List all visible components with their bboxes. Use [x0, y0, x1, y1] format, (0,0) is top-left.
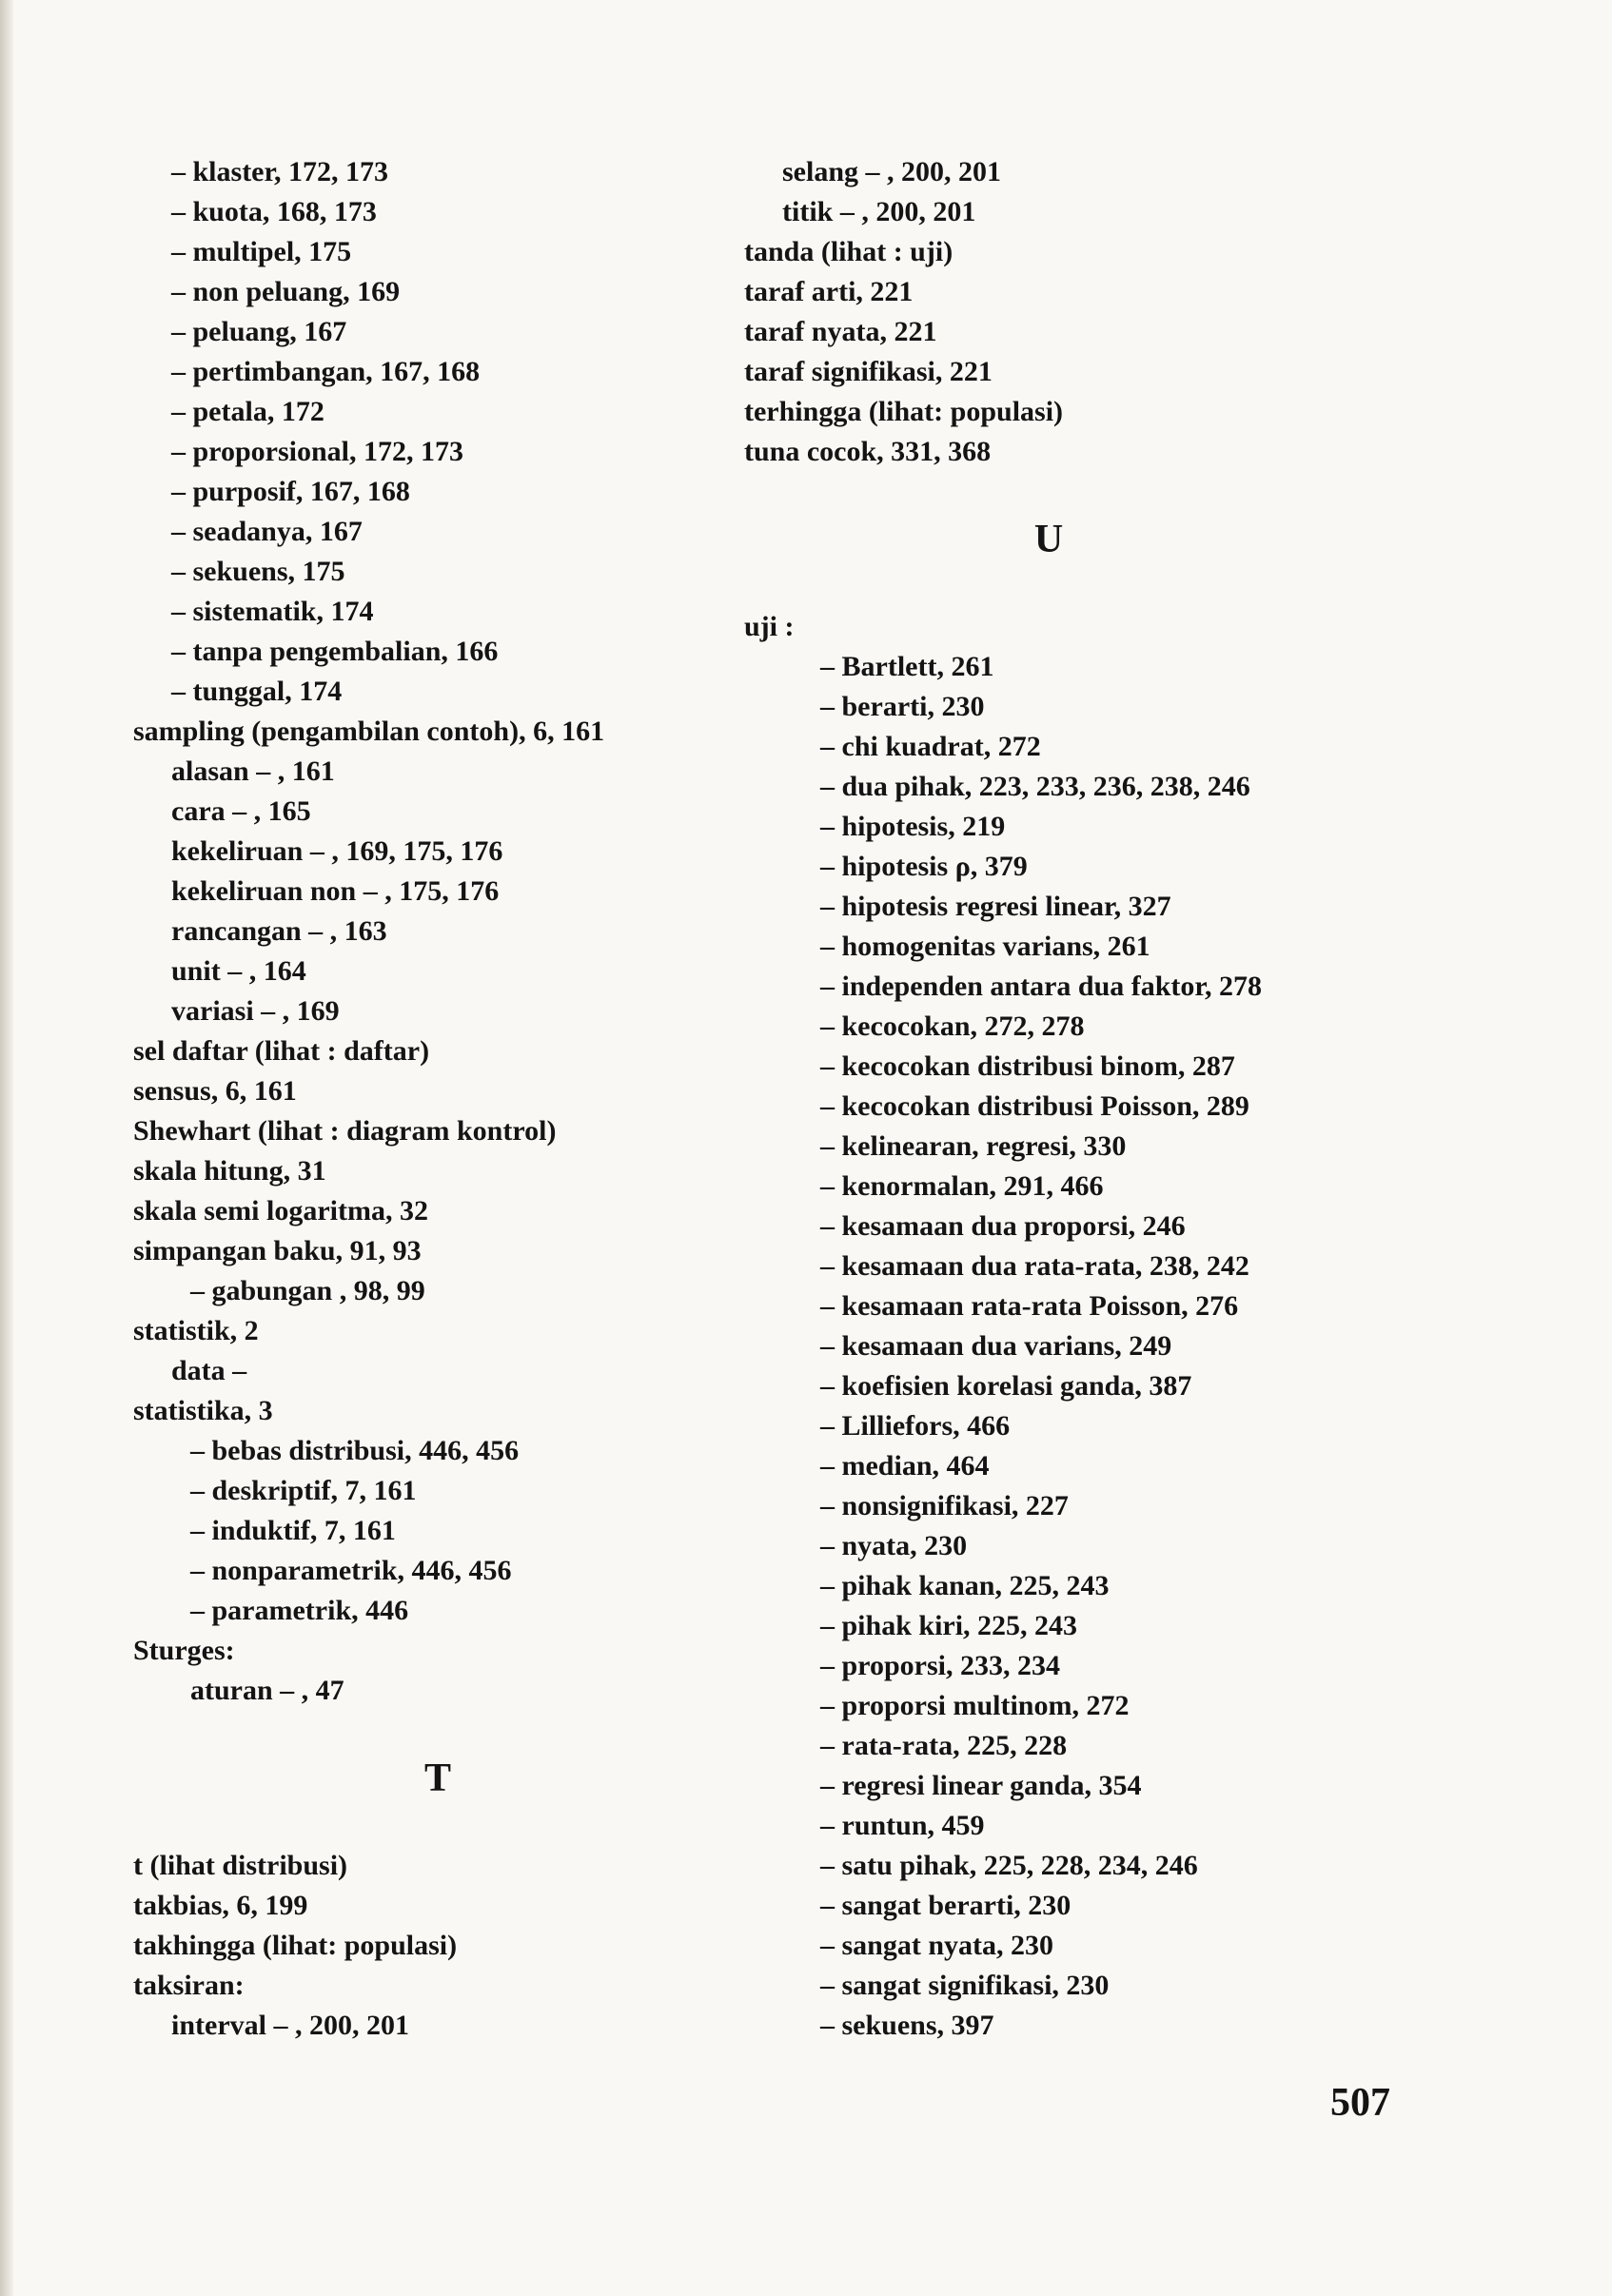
index-subentry: – purposif, 167, 168 [171, 476, 410, 507]
section-spacer [744, 472, 1353, 512]
index-subentry: – tunggal, 174 [171, 676, 343, 707]
index-subentry: – Lilliefors, 466 [820, 1410, 1011, 1442]
index-subentry: rancangan – , 163 [171, 915, 387, 947]
index-subentry: titik – , 200, 201 [782, 196, 976, 227]
index-subentry: – dua pihak, 223, 233, 236, 238, 246 [820, 771, 1250, 802]
index-entry: taraf arti, 221 [744, 276, 914, 307]
index-subentry: – tanpa pengembalian, 166 [171, 636, 499, 667]
page-number: 507 [1330, 2081, 1390, 2125]
index-entry: skala semi logaritma, 32 [133, 1195, 428, 1226]
section-spacer [133, 1711, 742, 1751]
index-entry: tuna cocok, 331, 368 [744, 436, 992, 467]
index-subentry: – peluang, 167 [171, 316, 347, 347]
index-subentry: cara – , 165 [171, 795, 311, 827]
section-letter-heading: U [1033, 518, 1064, 561]
index-subentry: – chi kuadrat, 272 [820, 731, 1041, 762]
index-subentry: – koefisien korelasi ganda, 387 [820, 1370, 1192, 1402]
index-subentry: – pihak kanan, 225, 243 [820, 1570, 1110, 1601]
index-subentry: – proporsi multinom, 272 [820, 1690, 1130, 1721]
index-subentry: kekeliruan – , 169, 175, 176 [171, 835, 503, 867]
index-subentry: variasi – , 169 [171, 995, 340, 1027]
index-entry: uji : [744, 611, 795, 642]
index-subentry: – rata-rata, 225, 228 [820, 1730, 1068, 1761]
index-subentry: – pihak kiri, 225, 243 [820, 1610, 1078, 1641]
index-subentry: – nonsignifikasi, 227 [820, 1490, 1069, 1521]
index-subentry: interval – , 200, 201 [171, 2010, 409, 2041]
index-subentry: unit – , 164 [171, 955, 306, 987]
index-entry: skala hitung, 31 [133, 1155, 326, 1187]
section-spacer [133, 1806, 742, 1846]
index-entry: taraf signifikasi, 221 [744, 356, 993, 387]
index-subentry: – hipotesis regresi linear, 327 [820, 891, 1171, 922]
index-entry: Shewhart (lihat : diagram kontrol) [133, 1115, 557, 1147]
index-subentry: – nonparametrik, 446, 456 [190, 1555, 512, 1586]
index-subentry: – gabungan , 98, 99 [190, 1275, 425, 1306]
section-letter-heading: T [423, 1756, 451, 1800]
index-subentry: – nyata, 230 [820, 1530, 968, 1561]
index-entry: takbias, 6, 199 [133, 1890, 308, 1921]
index-subentry: – parametrik, 446 [190, 1595, 409, 1626]
index-subentry: – kesamaan dua varians, 249 [820, 1330, 1172, 1362]
index-subentry: – non peluang, 169 [171, 276, 401, 307]
index-subentry: – kesamaan dua proporsi, 246 [820, 1210, 1186, 1242]
index-subentry: – kenormalan, 291, 466 [820, 1170, 1104, 1202]
index-subentry: – sangat berarti, 230 [820, 1890, 1071, 1921]
index-subentry: – sangat signifikasi, 230 [820, 1970, 1110, 2001]
index-entry: statistik, 2 [133, 1315, 259, 1346]
index-entry: simpangan baku, 91, 93 [133, 1235, 422, 1266]
index-subentry: – pertimbangan, 167, 168 [171, 356, 481, 387]
index-entry: takhingga (lihat: populasi) [133, 1930, 458, 1961]
section-spacer [744, 567, 1353, 607]
index-subentry: selang – , 200, 201 [782, 156, 1002, 187]
index-subentry: – petala, 172 [171, 396, 324, 427]
index-subentry: – kelinearan, regresi, 330 [820, 1130, 1127, 1162]
index-entry: taksiran: [133, 1970, 245, 2001]
index-subentry: – proporsional, 172, 173 [171, 436, 463, 467]
index-subentry: – Bartlett, 261 [820, 651, 994, 682]
index-subentry: – hipotesis ρ, 379 [820, 851, 1028, 882]
index-subentry: – multipel, 175 [171, 236, 352, 267]
index-subentry: – kecocokan, 272, 278 [820, 1011, 1085, 1042]
index-subentry: – sekuens, 397 [820, 2010, 994, 2041]
index-subentry: – induktif, 7, 161 [190, 1515, 396, 1546]
page-binding-edge [0, 0, 13, 2296]
index-column-right [744, 152, 1353, 2046]
index-subentry: alasan – , 161 [171, 756, 335, 787]
index-entry: sensus, 6, 161 [133, 1075, 297, 1107]
index-subentry: – median, 464 [820, 1450, 990, 1482]
index-subentry: – kecocokan distribusi binom, 287 [820, 1050, 1235, 1082]
index-entry: tanda (lihat : uji) [744, 236, 953, 267]
index-subentry: – sekuens, 175 [171, 556, 345, 587]
index-subentry: – seadanya, 167 [171, 516, 363, 547]
index-subentry: – kuota, 168, 173 [171, 196, 377, 227]
index-entry: t (lihat distribusi) [133, 1850, 348, 1881]
index-subentry: kekeliruan non – , 175, 176 [171, 875, 500, 907]
index-subentry: – sangat nyata, 230 [820, 1930, 1054, 1961]
index-entry: terhingga (lihat: populasi) [744, 396, 1064, 427]
index-subentry: – sistematik, 174 [171, 596, 374, 627]
index-subentry: – kecocokan distribusi Poisson, 289 [820, 1090, 1249, 1122]
index-subentry: – satu pihak, 225, 228, 234, 246 [820, 1850, 1198, 1881]
index-subentry: – hipotesis, 219 [820, 811, 1006, 842]
index-entry: statistika, 3 [133, 1395, 273, 1426]
index-subentry: – kesamaan dua rata-rata, 238, 242 [820, 1250, 1249, 1282]
index-subentry: – homogenitas varians, 261 [820, 931, 1150, 962]
index-subentry: – deskriptif, 7, 161 [190, 1475, 417, 1506]
index-entry: Sturges: [133, 1635, 235, 1666]
index-entry: taraf nyata, 221 [744, 316, 937, 347]
index-subentry: – runtun, 459 [820, 1810, 985, 1841]
index-subentry: – berarti, 230 [820, 691, 985, 722]
index-subentry: aturan – , 47 [190, 1675, 344, 1706]
index-subentry: – independen antara dua faktor, 278 [820, 971, 1262, 1002]
index-subentry: – bebas distribusi, 446, 456 [190, 1435, 520, 1466]
index-subentry: – proporsi, 233, 234 [820, 1650, 1060, 1681]
index-entry: sel daftar (lihat : daftar) [133, 1035, 430, 1067]
index-subentry: – klaster, 172, 173 [171, 156, 389, 187]
index-subentry: – regresi linear ganda, 354 [820, 1770, 1142, 1801]
index-subentry: – kesamaan rata-rata Poisson, 276 [820, 1290, 1239, 1322]
index-column-left [133, 152, 742, 2046]
index-subentry: data – [171, 1355, 247, 1386]
index-entry: sampling (pengambilan contoh), 6, 161 [133, 716, 605, 747]
